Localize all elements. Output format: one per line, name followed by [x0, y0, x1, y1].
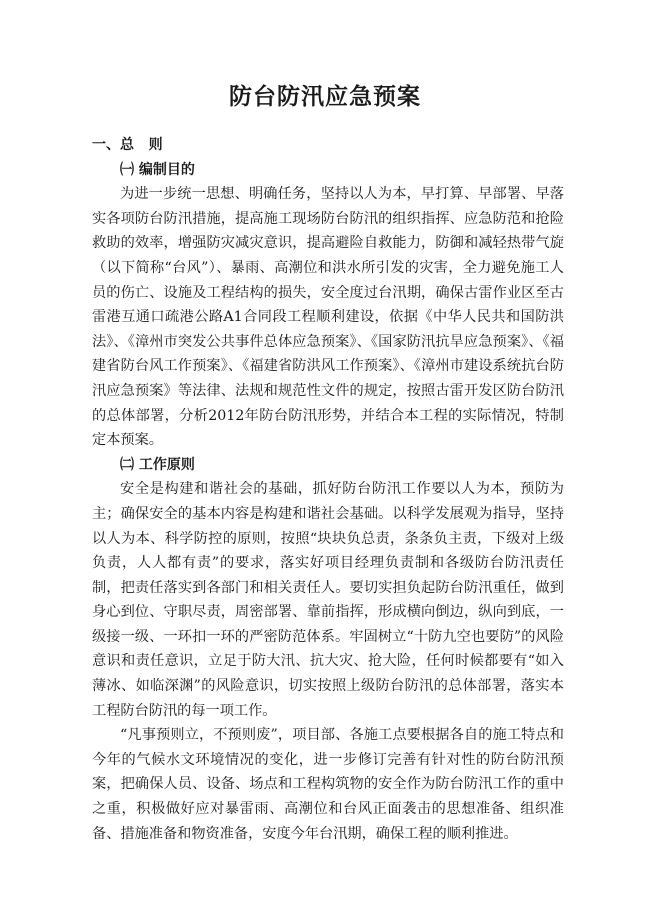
- document-body: [92, 133, 564, 846]
- paragraph-principles-2: “凡事预则立，不预则废”，项目部、各施工点要根据各自的施工特点和今年的气候水文环境情况的变化，进一步修订完善有针对性的防台防汛预案，把确保人员、设备、场点和工程构筑物的安全作为防台防汛工作的重中之重，积极做好应对暴雷雨、高潮位和台风正面袭击的思想准备、组织准备、措施准备和物资准备，安度今年台汛期，确保工程的顺利推进。: [92, 727, 564, 842]
- subsection-heading-purpose: ㈠ 编制目的: [120, 161, 195, 178]
- section-heading-general: 一、总 则: [92, 137, 163, 153]
- subsection-heading-principles: ㈡ 工作原则: [120, 456, 195, 473]
- document-title: 防台防汛应急预案: [229, 84, 421, 110]
- paragraph-purpose: 为进一步统一思想、明确任务，坚持以人为本，早打算、早部署、早落实各项防台防汛措施，提高施工现场防台防汛的组织指挥、应急防范和抢险救助的效率，增强防灾减灾意识，提高避险自救能力，防御和减轻热带气旋（以下简称“台风”）、暴雨、高潮位和洪水所引发的灾害，全力避免施工人员的伤亡、设施及工程结构的损失，安全度过台汛期，确保古雷作业区至古雷港互通口疏港公路A1合同段工程顺利建设，依据《中华人民共和国防洪法》、《漳州市突发公共事件总体应急预案》、《国家防汛抗旱应急预案》、《福建省防台风工作预案》、《福建省防洪风工作预案》、《漳州市建设系统抗台防汛应急预案》等法律、法规和规范性文件的规定，按照古雷开发区防台防汛的总体部署，分析2012年防台防汛形势，并结合本工程的实际情况，特制定本预案。: [92, 186, 564, 449]
- paragraph-principles-1: 安全是构建和谐社会的基础，抓好防台防汛工作要以人为本，预防为主；确保安全的基本内容是构建和谐社会基础。以科学发展观为指导，坚持以人为本、科学防控的原则，按照“块块负总责，条条负主责，下级对上级负责，人人都有责”的要求，落实好项目经理负责制和各级防台防汛责任制，把责任落实到各部门和相关责任人。要切实担负起防台防汛重任，做到身心到位、守职尽责，周密部署、靠前指挥，形成横向倒边，纵向到底，一级接一级、一环扣一环的严密防范体系。牢固树立“十防九空也要防”的风险意识和责任意识，立足于防大汛、抗大灾、抢大险，任何时候都要有“如入薄冰、如临深渊”的风险意识，切实按照上级防台防汛的总体部署，落实本工程防台防汛的每一项工作。: [92, 481, 564, 719]
